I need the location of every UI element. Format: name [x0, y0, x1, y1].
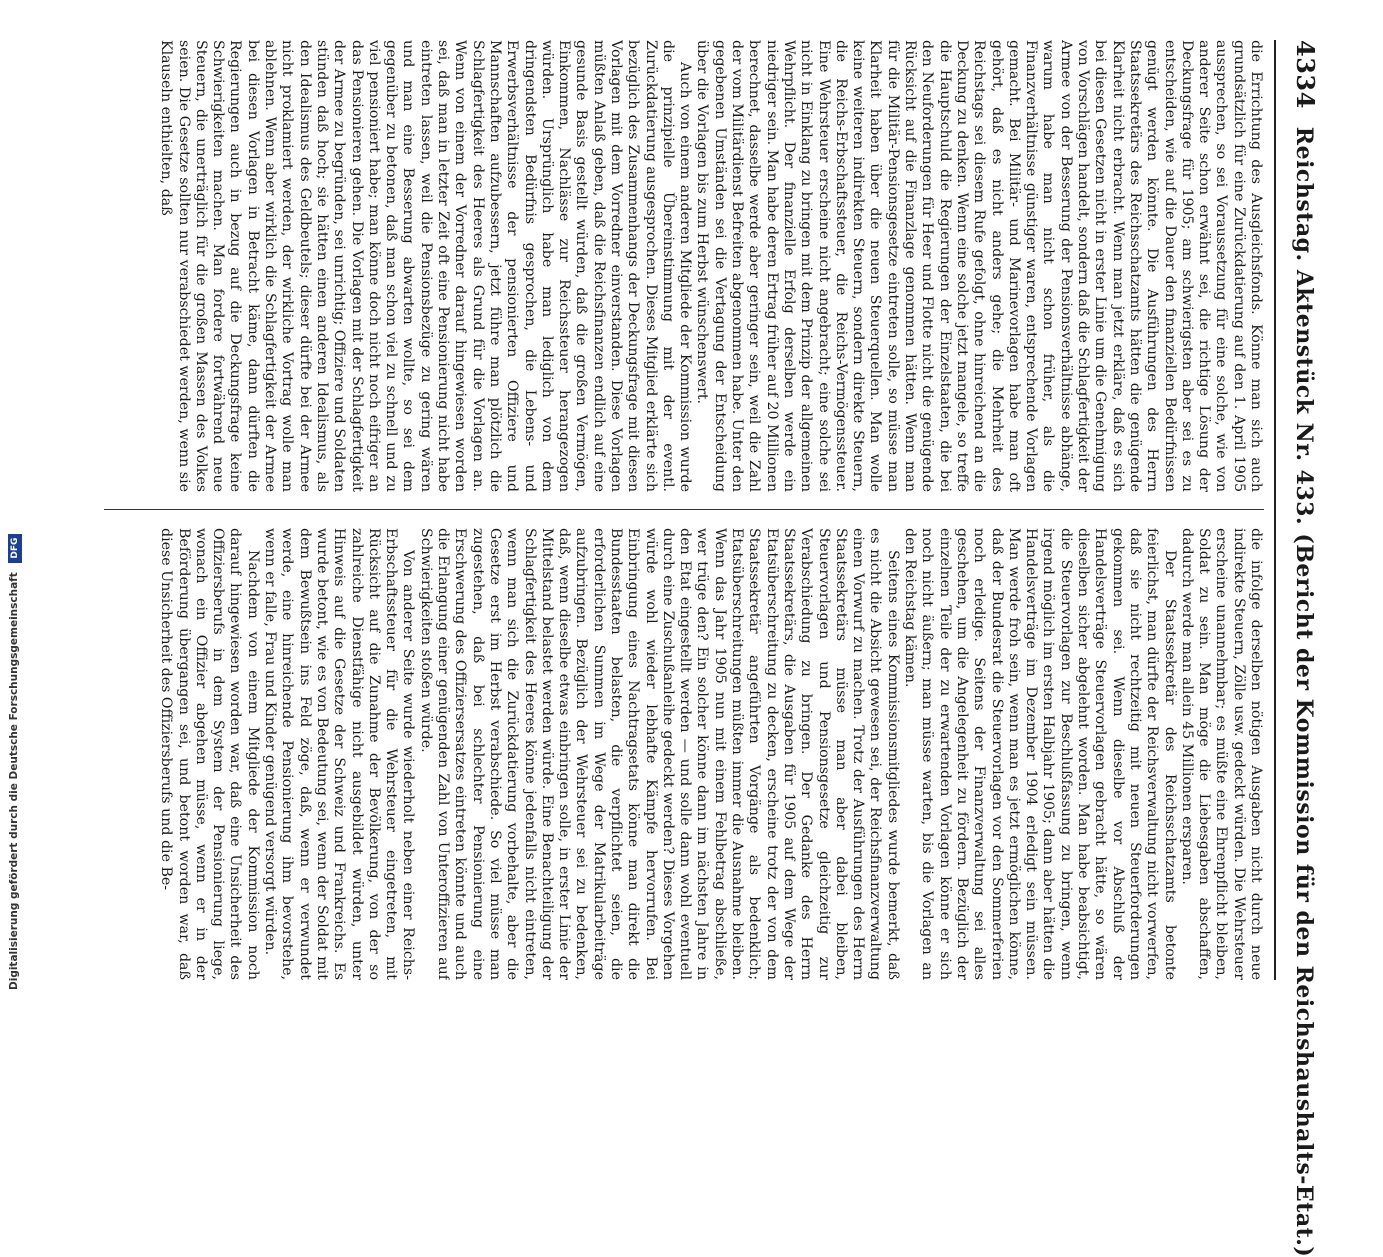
paragraph: die infolge derselben nötigen Ausgaben nicht durch neue indirekte Steuern, Zölle usw. gedeckt würden. Die Wehrsteuer erscheine unannehmbar; es müßte eine Ehrenpflicht bleiben, Soldat zu sein. Man möge die Liebesgaben abschaffen, dadurch werde man allein 45 Millionen ersparen.	[1178, 528, 1264, 980]
header-rule	[1274, 40, 1276, 980]
digitization-credit	[8, 0, 22, 990]
page-number: 4334	[1291, 40, 1320, 109]
page-header	[1280, 40, 1320, 1257]
document-page	[80, 40, 1320, 1257]
left-column	[94, 40, 1264, 492]
paragraph: Seitens eines Kommissionsmitgliedes wurde bemerkt, daß es nicht die Absicht gewesen sei, der Reichsfinanzverwaltung einen Vorwurf zu machen. Trotz der Ausführungen des Herrn Staatssekretärs müsse man aber dabei bleiben, Steuervorlagen und Pensionsgesetze gleichzeitig zur Verabschiedung zu bringen. Der Gedanke des Herrn Staatssekretärs, die Ausgaben für 1905 auf dem Wege der Etatsüberschreitung zu decken, erscheine trotz der von dem Staatssekretär angeführten Vorgänge als bedenklich; Etatsüberschreitungen müßten immer die Ausnahme bleiben. Wenn das Jahr 1905 nun mit einem Fehlbetrag abschließe, wer trüge den? Ein solcher könne dann im nächsten Jahre in den Etat eingestellt werden — und solle dann wohl eventuell durch eine Zuschußanleihe gedeckt werden? Dieses Vorgehen würde wohl wieder lebhafte Kämpfe hervorrufen. Bei Einbringung eines Nachtragsetats könne man direkt die Bundesstaaten belasten, die verpflichtet seien, die erforderlichen Summen im Wege der Matrikularbeiträge aufzubringen. Bezüglich der Wehrsteuer sei zu bedenken, daß, wenn dieselbe etwas einbringen solle, in erster Linie der Mittelstand belastet werden würde. Eine Benachteiligung der Schlagfertigkeit des Heeres könne jedenfalls nicht eintreten, wenn man sich die Zurückdatierung vorbehalte, aber die Gesetze erst im Herbst verabschiede. So viel müsse man zugestehen, daß bei schlechter Pensionierung eine Erschwerung des Offiziersersatzes eintreten könnte und auch die Erlangung einer genügenden Zahl von Unteroffizieren auf Schwierigkeiten stoßen würde.	[417, 528, 901, 980]
credit-text: Digitalisierung gefördert durch die Deutsche Forschungsgemeinschaft	[8, 572, 20, 990]
paragraph: Auch von einem anderen Mitgliede der Kommission wurde die prinzipielle Übereinstimmung mit der eventl. Zurückdatierung ausgesprochen. Dieses Mitglied erklärte sich bezüglich des Zusammenhangs der Deckungsfrage mit diesen Vorlagen mit dem Vorredner einverstanden. Diese Vorlagen müßten Anlaß geben, daß die Reichsfinanzen endlich auf eine gesunde Basis gestellt würden, daß die großen Vermögen, Einkommen, Nachlässe zur Reichssteuer herangezogen würden. Ursprünglich habe man lediglich von dem dringendsten Bedürfnis gesprochen, die Lebens- und Erwerbsverhältnisse der pensionierten Offiziere und Mannschaften aufzubessern, jetzt führe man plötzlich die Schlagfertigkeit des Heeres als Grund für die Vorlagen an. Wenn von einem der Vorredner darauf hingewiesen worden sei, daß man in letzter Zeit oft eine Pensionierung nicht habe eintreten lassen, weil die Pensionsbezüge zu gering wären und man eine Besserung abwarten wollte, so sei dem gegenüber zu betonen, daß man schon viel zu schnell und zu viel pensioniert habe; man könne doch nicht noch eifriger an das Pensionieren gehen. Die Vorlagen mit der Schlagfertigkeit der Armee zu begründen, sei unrichtig; Offiziere und Soldaten stünden daß hoch; sie hätten einen anderen Idealismus, als den Idealismus des Geldbeutels; dieser dürfte bei der Armee nicht proklamiert werden, der wirkliche Vortrag wolle man ablehnen. Wenn aber wirklich die Schlagfertigkeit der Armee bei diesen Vorlagen in Betracht käme, dann dürften die Regierungen auch in bezug auf die Deckungsfrage keine Schwierigkeiten machen. Man fordere fortwährend neue Steuern, die unerträglich für die großen Massen des Volkes seien. Die Gesetze sollten nur verabschiedet werden, wenn sie Klauseln enthielten, daß	[158, 40, 694, 492]
paragraph: die Errichtung des Ausgleichsfonds. Könne man sich auch grundsätzlich für eine Zurückdatierung auf den 1. April 1905 aussprechen, so sei Voraussetzung für eine solche, wie von anderer Seite schon erwähnt sei, die richtige Lösung der Deckungsfrage für 1905; am schwierigsten aber sei es zu entscheiden, wie auf die Dauer den finanziellen Bedürfnissen genügt werden könnte. Die Ausführungen des Herrn Staatssekretärs des Reichsschatzamts hätten die genügende Klarheit nicht erbracht. Wenn man jetzt erkläre, daß es sich bei diesen Gesetzen nicht in erster Linie um die Genehmigung von Vorschlägen handelt, sondern daß die Schlagfertigkeit der Armee von der Besserung der Pensionsverhältnisse abhänge, warum habe man nicht schon früher, als die Finanzverhältnisse günstiger waren, entsprechende Vorlagen gemacht. Bei Militär- und Marinevorlagen habe man oft gehört, daß es nicht anders gehe; die Mehrheit des Reichstags sei diesem Rufe gefolgt, ohne hinreichend an die Deckung zu denken. Wenn eine solche jetzt mangele, so treffe die Hauptschuld die Regierungen der Einzelstaaten, die bei den Neuforderungen für Heer und Flotte nicht die genügende Rücksicht auf die Finanzlage genommen hätten. Wenn man für die Militär-Pensionsgesetze eintreten solle, so müsse man Klarheit haben über die neuen Steuerquellen. Man wolle keine weiteren indirekten Steuern, sondern direkte Steuern, die Reichs-Erbschaftssteuer, die Reichs-Vermögenssteuer. Eine Wehrsteuer erscheine nicht angebracht; eine solche sei nicht in Einklang zu bringen mit dem Prinzip der allgemeinen Wehrpflicht. Der finanzielle Erfolg derselben werde ein niedriger sein. Man habe deren Ertrag früher auf 20 Millionen berechnet, dasselbe werde aber geringer sein, weil die Zahl der vom Militärdienst Befreiten abgenommen habe. Unter den gegebenen Umständen sei die Vertagung der Entscheidung über die Vorlagen bis zum Herbst wünschenswert.	[694, 40, 1264, 492]
paragraph: Der Staatssekretär des Reichsschatzamts betonte feierlichst, man dürfte der Reichsverwaltung nicht vorwerfen, daß sie nicht rechtzeitig mit neuen Steuerforderungen gekommen sei. Wenn dieselbe vor Abschluß der Handelsverträge Steuervorlagen gebracht hätte, so wären dieselben sicher abgelehnt worden. Man habe beabsichtigt, die Steuervorlagen zur Beschlußfassung zu bringen, wenn irgend möglich im ersten Halbjahr 1905; dann aber hätten die Handelsverträge im Dezember 1904 erledigt sein müssen. Man werde froh sein, wenn man es jetzt ermöglichen könne, daß der Bundesrat die Steuervorlagen vor den Sommerferien noch erledige. Seitens der Finanzverwaltung sei alles geschehen, um die Angelegenheit zu fördern. Bezüglich der einzelnen Teile der zu erwartenden Vorlagen könne er sich noch nicht äußern; man müsse warten, bis die Vorlagen an den Reichstag kämen.	[902, 528, 1178, 980]
paragraph: Von anderer Seite wurde wiederholt neben einer Reichs-Erbschaftssteuer für die Wehrsteuer eingetreten, mit Rücksicht auf die Zunahme der Bevölkerung, von der so zahlreiche Dienstfähige nicht ausgebildet würden, unter Hinweis auf die Gesetze der Schweiz und Frankreichs. Es wurde betont, wie es von Bedeutung sei, wenn der Soldat mit dem Bewußtsein ins Feld zöge, daß, wenn er verwundet werde, eine hinreichende Pensionierung ihm bevorstehe, wenn er falle, Frau und Kinder genügend versorgt würden.	[262, 528, 417, 980]
paragraph: Nachdem von einem Mitgliede der Kommission noch darauf hingewiesen worden war, daß eine Unsicherheit des Offiziersberufs in dem System der Pensionierung liege, wonach ein Offizier abgehen müsse, wenn er in der Beförderung übergangen sei, und betont worden war, daß diese Unsicherheit des Offiziersberufs und die Be-	[158, 528, 261, 980]
column-divider	[104, 509, 1264, 510]
dfg-logo: DFG	[8, 534, 22, 563]
right-column	[94, 528, 1264, 980]
page-title: Reichstag. Aktenstück Nr. 433. (Bericht der Kommission für den Reichshaushalts-Etat.)	[1291, 126, 1317, 1257]
